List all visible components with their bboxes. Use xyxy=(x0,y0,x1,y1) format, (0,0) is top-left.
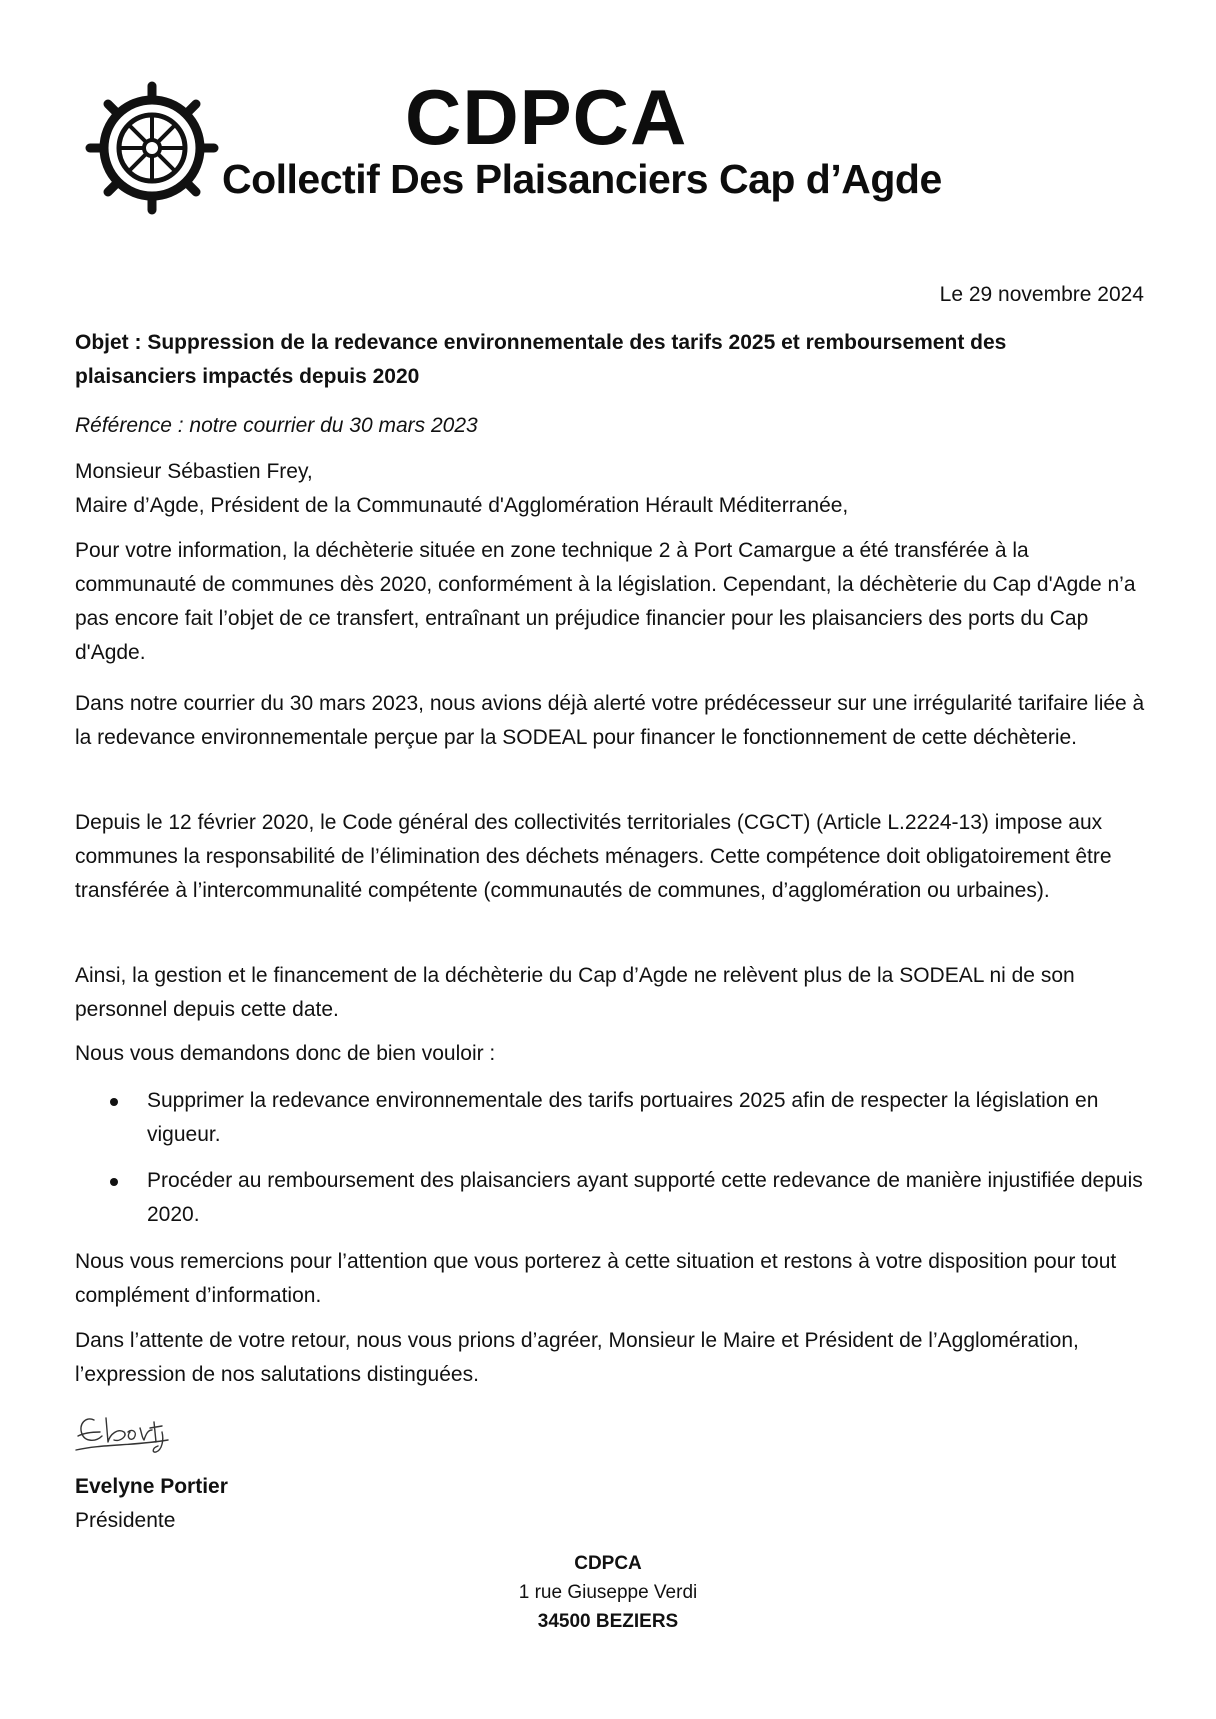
request-text: Procéder au remboursement des plaisanciers ayant supporté cette redevance de manière injustifiée depuis 2020. xyxy=(147,1169,1143,1226)
paragraph: Nous vous demandons donc de bien vouloir : xyxy=(75,1042,496,1065)
paragraph: Pour votre information, la déchèterie située en zone technique 2 à Port Camargue a été transférée à la communauté de communes dès 2020, conformément à la législation. Cependant, la déchèterie du Cap d'Agde n’a pas encore fait l’objet de ce transfert, entraînant un préjudice financier pour les plaisanciers des ports du Cap d'Agde. xyxy=(75,539,1136,664)
ship-wheel-icon xyxy=(82,78,222,218)
salutation-recipient: Monsieur Sébastien Frey, xyxy=(75,460,313,483)
signer-role: Présidente xyxy=(75,1509,176,1532)
paragraph: Depuis le 12 février 2020, le Code général des collectivités territoriales (CGCT) (Article L.2224-13) impose aux communes la responsabilité de l’élimination des déchets ménagers. Cette compétence doit obligatoirement être transférée à l’intercommunalité compétente (communautés de communes, d’agglomération ou urbaines). xyxy=(75,811,1112,902)
closing-paragraph: Dans l’attente de votre retour, nous vous prions d’agréer, Monsieur le Maire et Président de l’Agglomération, l’expression de nos salutations distinguées. xyxy=(75,1329,1079,1386)
salutation-title: Maire d’Agde, Président de la Communauté d'Agglomération Hérault Méditerranée, xyxy=(75,494,849,517)
bullet-icon xyxy=(110,1098,118,1106)
handwritten-signature xyxy=(72,1406,172,1458)
request-item xyxy=(75,1164,1150,1232)
footer-address xyxy=(0,1549,1216,1636)
salutation-block xyxy=(75,455,1150,523)
request-text: Supprimer la redevance environnementale des tarifs portuaires 2025 afin de respecter la législation en vigueur. xyxy=(147,1089,1099,1146)
letter-subject: Objet : Suppression de la redevance environnementale des tarifs 2025 et remboursement des plaisanciers impactés depuis 2020 xyxy=(75,331,1007,388)
closing-paragraph: Nous vous remercions pour l’attention que vous porterez à cette situation et restons à votre disposition pour tout complément d’information. xyxy=(75,1250,1117,1307)
signer-name: Evelyne Portier xyxy=(75,1475,228,1498)
paragraph: Dans notre courrier du 30 mars 2023, nous avions déjà alerté votre prédécesseur sur une irrégularité tarifaire liée à la redevance environnementale perçue par la SODEAL pour financer le fonctionnement de cette déchèterie. xyxy=(75,692,1145,749)
footer-city: 34500 BEZIERS xyxy=(537,1611,679,1632)
footer-org: CDPCA xyxy=(574,1553,642,1574)
request-item xyxy=(75,1084,1150,1152)
bullet-icon xyxy=(110,1178,118,1186)
request-list xyxy=(75,1084,1150,1244)
org-abbreviation: CDPCA xyxy=(405,73,688,161)
paragraph: Ainsi, la gestion et le financement de la déchèterie du Cap d’Agde ne relèvent plus de la SODEAL ni de son personnel depuis cette date. xyxy=(75,964,1075,1021)
org-full-name: Collectif Des Plaisanciers Cap d’Agde xyxy=(222,156,942,202)
footer-street: 1 rue Giuseppe Verdi xyxy=(518,1582,698,1603)
letter-date: Le 29 novembre 2024 xyxy=(939,283,1144,306)
letter-reference: Référence : notre courrier du 30 mars 2023 xyxy=(75,414,478,437)
